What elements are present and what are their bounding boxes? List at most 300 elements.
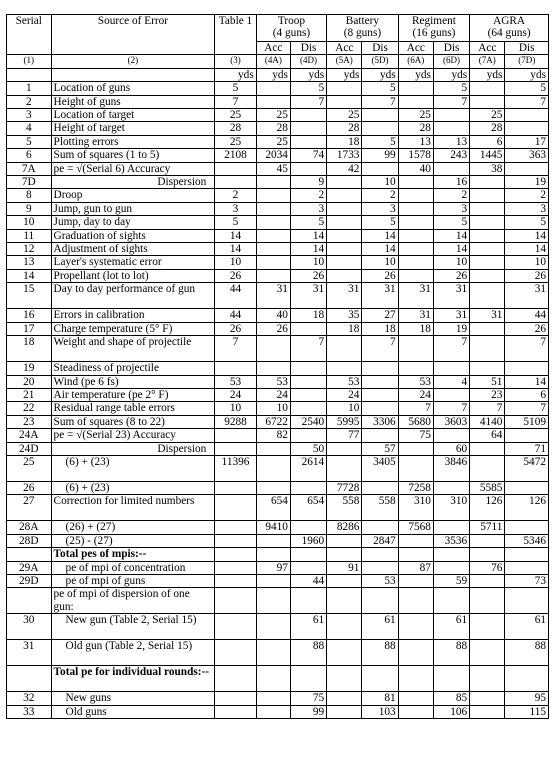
value-cell: 31 xyxy=(290,283,326,309)
source-cell: Sum of squares (1 to 5) xyxy=(51,149,215,162)
value-cell xyxy=(327,216,362,229)
value-cell: 26 xyxy=(215,322,256,335)
value-cell: 2 xyxy=(505,189,549,202)
serial-cell: 6 xyxy=(7,149,52,162)
value-cell: 7258 xyxy=(398,481,433,494)
value-cell xyxy=(433,561,469,574)
value-cell: 558 xyxy=(327,495,362,521)
source-cell: Adjustment of sights xyxy=(51,243,215,256)
value-cell xyxy=(215,162,256,175)
header-troop xyxy=(256,15,326,42)
value-cell xyxy=(470,202,505,215)
value-cell: 14 xyxy=(215,243,256,256)
header-agra xyxy=(470,15,549,42)
serial-cell: 8 xyxy=(7,189,52,202)
serial-cell: 25 xyxy=(7,455,52,481)
value-cell xyxy=(398,229,433,242)
table-row xyxy=(7,243,549,256)
source-cell: Air temperature (pe 2° F) xyxy=(51,388,215,401)
column-number-row xyxy=(7,55,549,68)
value-cell xyxy=(327,229,362,242)
value-cell: 87 xyxy=(398,561,433,574)
value-cell: 7 xyxy=(290,336,326,362)
value-cell xyxy=(398,256,433,269)
error-table-container xyxy=(6,14,549,719)
source-cell: Charge temperature (5° F) xyxy=(51,322,215,335)
serial-cell: 19 xyxy=(7,362,52,375)
value-cell: 10 xyxy=(215,402,256,415)
value-cell: 5 xyxy=(215,82,256,95)
value-cell: 99 xyxy=(290,705,326,718)
value-cell xyxy=(433,521,469,534)
value-cell: 18 xyxy=(327,135,362,148)
value-cell xyxy=(398,548,433,561)
value-cell: 10 xyxy=(327,402,362,415)
unit-cell: yds xyxy=(505,68,549,81)
serial-cell: 29A xyxy=(7,561,52,574)
value-cell xyxy=(290,162,326,175)
header-regiment xyxy=(398,15,470,42)
table-row xyxy=(7,269,549,282)
source-cell: pe = √(Serial 23) Accuracy xyxy=(51,429,215,442)
value-cell: 31 xyxy=(470,309,505,322)
battery-guns: (8 guns) xyxy=(343,27,382,40)
value-cell xyxy=(256,666,290,692)
value-cell xyxy=(290,481,326,494)
value-cell xyxy=(398,705,433,718)
serial-cell xyxy=(7,666,52,692)
value-cell xyxy=(327,534,362,547)
value-cell xyxy=(327,640,362,666)
value-cell: 5711 xyxy=(470,521,505,534)
value-cell: 3 xyxy=(215,202,256,215)
value-cell xyxy=(256,269,290,282)
value-cell xyxy=(470,442,505,455)
value-cell: 82 xyxy=(256,429,290,442)
table-row xyxy=(7,336,549,362)
serial-cell: 16 xyxy=(7,309,52,322)
serial-cell: 7A xyxy=(7,162,52,175)
serial-cell: 32 xyxy=(7,692,52,705)
serial-cell: 30 xyxy=(7,614,52,640)
value-cell: 3 xyxy=(505,202,549,215)
source-cell: Height of target xyxy=(51,122,215,135)
value-cell: 18 xyxy=(290,309,326,322)
header-acc: Acc xyxy=(398,42,433,55)
troop-guns: (4 guns) xyxy=(272,27,311,40)
value-cell xyxy=(505,481,549,494)
value-cell xyxy=(215,561,256,574)
header-dis: Dis xyxy=(505,42,549,55)
table-row xyxy=(7,149,549,162)
value-cell: 26 xyxy=(433,269,469,282)
value-cell xyxy=(362,521,398,534)
value-cell xyxy=(327,243,362,256)
value-cell: 51 xyxy=(470,375,505,388)
table-row xyxy=(7,455,549,481)
table-row xyxy=(7,283,549,309)
value-cell: 26 xyxy=(505,269,549,282)
value-cell xyxy=(398,82,433,95)
value-cell: 61 xyxy=(362,614,398,640)
value-cell: 31 xyxy=(398,309,433,322)
value-cell: 9 xyxy=(290,176,326,189)
value-cell xyxy=(215,495,256,521)
value-cell: 64 xyxy=(470,429,505,442)
table-row xyxy=(7,415,549,428)
value-cell: 7 xyxy=(398,402,433,415)
value-cell xyxy=(327,548,362,561)
value-cell xyxy=(470,216,505,229)
serial-cell: 10 xyxy=(7,216,52,229)
value-cell: 7 xyxy=(290,95,326,108)
value-cell xyxy=(470,176,505,189)
value-cell: 71 xyxy=(505,442,549,455)
value-cell xyxy=(327,666,362,692)
value-cell: 363 xyxy=(505,149,549,162)
value-cell: 19 xyxy=(433,322,469,335)
value-cell: 44 xyxy=(505,309,549,322)
column-number: (3) xyxy=(215,55,256,68)
serial-cell: 27 xyxy=(7,495,52,521)
header-serial: Serial xyxy=(7,15,52,55)
value-cell xyxy=(362,666,398,692)
table-row xyxy=(7,666,549,692)
value-cell: 26 xyxy=(256,322,290,335)
source-cell: Layer's systematic error xyxy=(51,256,215,269)
value-cell: 7 xyxy=(505,402,549,415)
value-cell: 7 xyxy=(505,336,549,362)
value-cell xyxy=(505,122,549,135)
source-cell: Jump, day to day xyxy=(51,216,215,229)
value-cell: 243 xyxy=(433,149,469,162)
value-cell: 7 xyxy=(215,95,256,108)
value-cell: 17 xyxy=(505,135,549,148)
value-cell xyxy=(470,283,505,309)
table-row xyxy=(7,135,549,148)
value-cell xyxy=(433,666,469,692)
value-cell: 25 xyxy=(215,135,256,148)
value-cell xyxy=(327,614,362,640)
value-cell: 44 xyxy=(215,309,256,322)
value-cell: 26 xyxy=(505,322,549,335)
value-cell xyxy=(327,362,362,375)
value-cell: 558 xyxy=(362,495,398,521)
source-cell: pe of mpi of guns xyxy=(51,574,215,587)
value-cell: 74 xyxy=(290,149,326,162)
header-acc: Acc xyxy=(256,42,290,55)
value-cell: 7568 xyxy=(398,521,433,534)
serial-cell: 11 xyxy=(7,229,52,242)
value-cell: 7 xyxy=(215,336,256,362)
value-cell: 76 xyxy=(470,561,505,574)
source-cell: Sum of squares (8 to 22) xyxy=(51,415,215,428)
table-row xyxy=(7,481,549,494)
agra-guns: (64 guns) xyxy=(487,27,531,40)
value-cell xyxy=(505,362,549,375)
source-cell: Droop xyxy=(51,189,215,202)
value-cell: 5 xyxy=(433,216,469,229)
unit-cell: yds xyxy=(433,68,469,81)
serial-cell: 17 xyxy=(7,322,52,335)
serial-cell: 14 xyxy=(7,269,52,282)
value-cell xyxy=(215,176,256,189)
value-cell xyxy=(398,95,433,108)
units-row xyxy=(7,68,549,81)
table-row xyxy=(7,375,549,388)
error-analysis-table xyxy=(6,14,549,719)
header-source: Source of Error xyxy=(51,15,215,55)
value-cell xyxy=(433,122,469,135)
value-cell xyxy=(470,614,505,640)
value-cell: 5472 xyxy=(505,455,549,481)
value-cell: 97 xyxy=(256,561,290,574)
value-cell: 61 xyxy=(433,614,469,640)
value-cell: 14 xyxy=(362,229,398,242)
value-cell: 3405 xyxy=(362,455,398,481)
value-cell xyxy=(215,534,256,547)
table-row xyxy=(7,614,549,640)
value-cell: 14 xyxy=(433,229,469,242)
value-cell xyxy=(505,521,549,534)
value-cell xyxy=(256,574,290,587)
value-cell xyxy=(470,82,505,95)
column-number: (4D) xyxy=(290,55,326,68)
value-cell: 16 xyxy=(433,176,469,189)
value-cell xyxy=(256,692,290,705)
value-cell xyxy=(398,362,433,375)
value-cell: 3846 xyxy=(433,455,469,481)
serial-cell: 33 xyxy=(7,705,52,718)
value-cell xyxy=(362,588,398,614)
source-cell: Propellant (lot to lot) xyxy=(51,269,215,282)
serial-cell: 13 xyxy=(7,256,52,269)
value-cell: 7 xyxy=(470,402,505,415)
value-cell: 61 xyxy=(290,614,326,640)
value-cell xyxy=(470,455,505,481)
value-cell xyxy=(327,336,362,362)
value-cell: 27 xyxy=(362,309,398,322)
source-cell: Day to day performance of gun xyxy=(51,283,215,309)
column-number: (7D) xyxy=(505,55,549,68)
value-cell: 40 xyxy=(398,162,433,175)
value-cell: 88 xyxy=(290,640,326,666)
value-cell: 7 xyxy=(505,95,549,108)
value-cell xyxy=(470,574,505,587)
value-cell xyxy=(215,705,256,718)
value-cell: 7 xyxy=(362,95,398,108)
value-cell: 126 xyxy=(505,495,549,521)
value-cell: 9288 xyxy=(215,415,256,428)
table-row xyxy=(7,640,549,666)
value-cell: 31 xyxy=(505,283,549,309)
value-cell xyxy=(398,574,433,587)
value-cell xyxy=(433,429,469,442)
value-cell: 31 xyxy=(398,283,433,309)
value-cell: 4140 xyxy=(470,415,505,428)
table-row xyxy=(7,216,549,229)
value-cell xyxy=(290,135,326,148)
value-cell: 13 xyxy=(433,135,469,148)
value-cell: 28 xyxy=(327,122,362,135)
value-cell: 53 xyxy=(327,375,362,388)
value-cell: 73 xyxy=(505,574,549,587)
value-cell xyxy=(256,216,290,229)
value-cell xyxy=(433,162,469,175)
unit-cell xyxy=(7,68,52,81)
value-cell xyxy=(362,402,398,415)
value-cell xyxy=(290,561,326,574)
table-row xyxy=(7,588,549,614)
value-cell xyxy=(215,640,256,666)
value-cell: 60 xyxy=(433,442,469,455)
value-cell: 5 xyxy=(215,216,256,229)
value-cell: 28 xyxy=(215,122,256,135)
source-cell: Location of target xyxy=(51,109,215,122)
value-cell xyxy=(256,614,290,640)
value-cell: 310 xyxy=(398,495,433,521)
header-battery xyxy=(327,15,399,42)
value-cell xyxy=(290,588,326,614)
value-cell xyxy=(398,455,433,481)
table-row xyxy=(7,429,549,442)
value-cell: 25 xyxy=(256,135,290,148)
source-cell: (6) + (23) xyxy=(51,455,215,481)
value-cell: 7 xyxy=(362,336,398,362)
serial-cell: 24D xyxy=(7,442,52,455)
value-cell xyxy=(256,95,290,108)
value-cell xyxy=(398,442,433,455)
value-cell xyxy=(290,429,326,442)
header-dis: Dis xyxy=(290,42,326,55)
value-cell: 5 xyxy=(433,82,469,95)
value-cell: 31 xyxy=(256,283,290,309)
value-cell xyxy=(327,176,362,189)
source-cell: New gun (Table 2, Serial 15) xyxy=(51,614,215,640)
value-cell: 18 xyxy=(362,322,398,335)
value-cell: 4 xyxy=(433,375,469,388)
value-cell: 1733 xyxy=(327,149,362,162)
value-cell xyxy=(290,388,326,401)
header-table: Table 1 xyxy=(215,15,256,55)
value-cell: 28 xyxy=(398,122,433,135)
serial-cell: 2 xyxy=(7,95,52,108)
value-cell: 2 xyxy=(215,189,256,202)
source-cell: Old gun (Table 2, Serial 15) xyxy=(51,640,215,666)
value-cell: 310 xyxy=(433,495,469,521)
value-cell: 654 xyxy=(290,495,326,521)
value-cell xyxy=(290,362,326,375)
value-cell xyxy=(505,588,549,614)
value-cell xyxy=(362,162,398,175)
value-cell: 3603 xyxy=(433,415,469,428)
value-cell: 10 xyxy=(433,256,469,269)
value-cell xyxy=(327,256,362,269)
table-row xyxy=(7,109,549,122)
table-row xyxy=(7,574,549,587)
value-cell xyxy=(256,229,290,242)
serial-cell: 18 xyxy=(7,336,52,362)
source-cell: Residual range table errors xyxy=(51,402,215,415)
value-cell: 1960 xyxy=(290,534,326,547)
value-cell xyxy=(470,269,505,282)
value-cell: 5 xyxy=(505,216,549,229)
value-cell xyxy=(398,216,433,229)
value-cell xyxy=(256,481,290,494)
value-cell xyxy=(433,481,469,494)
value-cell: 7 xyxy=(433,95,469,108)
value-cell xyxy=(505,548,549,561)
value-cell: 6 xyxy=(505,388,549,401)
value-cell: 5680 xyxy=(398,415,433,428)
value-cell: 31 xyxy=(362,283,398,309)
value-cell xyxy=(505,561,549,574)
column-number: (5A) xyxy=(327,55,362,68)
value-cell xyxy=(470,229,505,242)
value-cell xyxy=(290,322,326,335)
value-cell xyxy=(290,402,326,415)
table-row xyxy=(7,561,549,574)
value-cell xyxy=(470,95,505,108)
source-cell: Height of guns xyxy=(51,95,215,108)
value-cell xyxy=(256,189,290,202)
value-cell: 14 xyxy=(505,375,549,388)
value-cell: 40 xyxy=(256,309,290,322)
regiment-label: Regiment xyxy=(411,15,456,27)
value-cell: 115 xyxy=(505,705,549,718)
value-cell xyxy=(398,243,433,256)
value-cell: 14 xyxy=(290,229,326,242)
table-row xyxy=(7,521,549,534)
value-cell xyxy=(470,705,505,718)
value-cell: 5585 xyxy=(470,481,505,494)
value-cell xyxy=(327,692,362,705)
value-cell: 14 xyxy=(505,229,549,242)
value-cell: 10 xyxy=(215,256,256,269)
value-cell: 8286 xyxy=(327,521,362,534)
value-cell: 81 xyxy=(362,692,398,705)
header-row-groups xyxy=(7,15,549,42)
value-cell: 5346 xyxy=(505,534,549,547)
value-cell: 9410 xyxy=(256,521,290,534)
serial-cell: 28D xyxy=(7,534,52,547)
value-cell: 99 xyxy=(362,149,398,162)
table-row xyxy=(7,162,549,175)
column-number: (2) xyxy=(51,55,215,68)
value-cell: 5 xyxy=(290,216,326,229)
unit-cell: yds xyxy=(362,68,398,81)
value-cell xyxy=(470,362,505,375)
value-cell: 2 xyxy=(362,189,398,202)
serial-cell: 20 xyxy=(7,375,52,388)
unit-cell: yds xyxy=(215,68,256,81)
source-cell: Errors in calibration xyxy=(51,309,215,322)
source-cell: pe of mpi of dispersion of one gun: xyxy=(51,588,215,614)
value-cell: 106 xyxy=(433,705,469,718)
value-cell xyxy=(398,588,433,614)
value-cell xyxy=(327,574,362,587)
value-cell: 14 xyxy=(215,229,256,242)
value-cell: 26 xyxy=(362,269,398,282)
header-acc: Acc xyxy=(470,42,505,55)
value-cell: 14 xyxy=(290,243,326,256)
value-cell: 50 xyxy=(290,442,326,455)
value-cell: 5995 xyxy=(327,415,362,428)
serial-cell: 23 xyxy=(7,415,52,428)
column-number: (6A) xyxy=(398,55,433,68)
unit-cell: yds xyxy=(290,68,326,81)
table-row xyxy=(7,388,549,401)
